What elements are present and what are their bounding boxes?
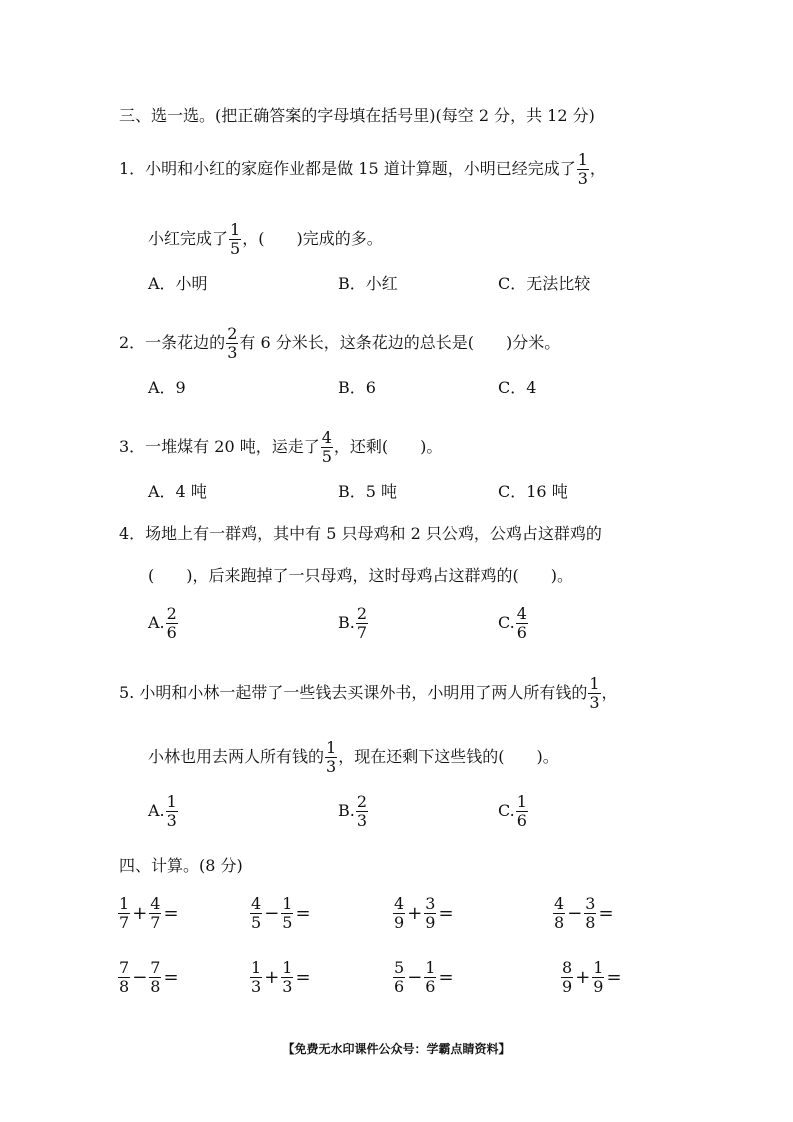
- frac-num: 1: [593, 958, 604, 977]
- calc-frac-b: [281, 960, 293, 995]
- calc-frac-b: [149, 896, 161, 931]
- q4-c-den: 6: [516, 623, 527, 642]
- q2-frac-num: 2: [227, 324, 238, 343]
- calc-item: [560, 960, 623, 995]
- calc-frac-a: [393, 960, 405, 995]
- frac-num: 7: [150, 958, 161, 977]
- frac-den: 9: [394, 913, 405, 932]
- calc-equals: =: [295, 902, 311, 924]
- calc-operator: −: [407, 966, 423, 988]
- q2-fraction: [226, 326, 238, 361]
- frac-num: 5: [394, 958, 405, 977]
- frac-num: 1: [425, 958, 436, 977]
- calc-frac-a: [250, 960, 262, 995]
- q3-frac-den: 5: [321, 447, 332, 466]
- q4-option-c: [498, 606, 529, 641]
- frac-den: 8: [554, 913, 565, 932]
- question-5-line-1: [119, 676, 618, 711]
- frac-num: 1: [282, 958, 293, 977]
- q2-option-a: A．9: [148, 378, 186, 397]
- calc-operator: +: [264, 966, 280, 988]
- question-4-line-1: 4．场地上有一群鸡，其中有 5 只母鸡和 2 只公鸡，公鸡占这群鸡的: [119, 524, 602, 543]
- q4-option-b-fraction: [356, 606, 368, 641]
- frac-num: 1: [282, 894, 293, 913]
- q5-fraction-2: [325, 740, 337, 775]
- frac-num: 4: [251, 894, 262, 913]
- q2-option-b: B．6: [338, 378, 376, 397]
- calc-item: [117, 896, 180, 931]
- q5-frac1-den: 3: [589, 693, 600, 712]
- calc-frac-b: [424, 960, 436, 995]
- calc-item: [392, 960, 455, 995]
- frac-den: 7: [119, 913, 130, 932]
- calc-operator: +: [132, 902, 148, 924]
- calc-equals: =: [163, 902, 179, 924]
- q2-text-a: 2．一条花边的: [119, 333, 226, 352]
- frac-num: 1: [119, 894, 130, 913]
- q2-option-c: C．4: [498, 378, 537, 397]
- section3-title: 三、选一选。(把正确答案的字母填在括号里)(每空 2 分，共 12 分): [119, 106, 595, 125]
- calc-item: [249, 896, 312, 931]
- q4-option-b: [338, 606, 369, 641]
- q3-option-a: A．4 吨: [148, 482, 207, 501]
- calc-frac-a: [250, 896, 262, 931]
- section4-title: 四、计算。(8 分): [119, 856, 243, 875]
- question-1-line-2: [148, 222, 383, 257]
- frac-den: 5: [251, 913, 262, 932]
- q1-frac2-num: 1: [230, 220, 241, 239]
- q5-option-b-label: B.: [338, 801, 355, 820]
- calc-equals: =: [295, 966, 311, 988]
- q5-option-c: [498, 794, 529, 829]
- q4-option-c-label: C.: [498, 613, 515, 632]
- frac-num: 4: [554, 894, 565, 913]
- calc-frac-a: [118, 960, 130, 995]
- frac-den: 5: [282, 913, 293, 932]
- calc-frac-b: [592, 960, 604, 995]
- q5-option-b-fraction: [356, 794, 368, 829]
- frac-num: 4: [394, 894, 405, 913]
- q3-fraction: [321, 430, 333, 465]
- q5-a-den: 3: [166, 811, 177, 830]
- calc-frac-b: [424, 896, 436, 931]
- footer-notice: 【免费无水印课件公众号：学霸点睛资料】: [282, 1042, 511, 1056]
- calc-frac-a: [553, 896, 565, 931]
- q5-option-b: [338, 794, 369, 829]
- q1-frac1-num: 1: [577, 150, 588, 169]
- q4-a-den: 6: [166, 623, 177, 642]
- frac-num: 3: [585, 894, 596, 913]
- q5-option-c-label: C.: [498, 801, 515, 820]
- calc-equals: =: [438, 902, 454, 924]
- q3-text-a: 3．一堆煤有 20 吨，运走了: [119, 437, 320, 456]
- calc-item: [552, 896, 615, 931]
- q1-text-b: ，: [589, 159, 606, 178]
- question-5-line-2: [148, 740, 559, 775]
- q4-option-a-fraction: [166, 606, 178, 641]
- q1-option-a: A．小明: [148, 274, 208, 293]
- q5-a-num: 1: [166, 792, 177, 811]
- frac-den: 8: [150, 977, 161, 996]
- q5-text-a: 5. 小明和小林一起带了一些钱去买课外书，小明用了两人所有钱的: [119, 683, 588, 702]
- q5-line2-b: ，现在还剩下这些钱的( )。: [338, 747, 559, 766]
- q4-a-num: 2: [166, 604, 177, 623]
- calc-operator: −: [132, 966, 148, 988]
- q1-text-a: 1．小明和小红的家庭作业都是做 15 道计算题，小明已经完成了: [119, 159, 576, 178]
- frac-num: 7: [119, 958, 130, 977]
- calc-equals: =: [606, 966, 622, 988]
- q2-text-b: 有 6 分米长，这条花边的总长是( )分米。: [239, 333, 561, 352]
- frac-num: 4: [150, 894, 161, 913]
- q1-option-c: C．无法比较: [498, 274, 591, 293]
- calc-operator: +: [407, 902, 423, 924]
- q4-option-a: [148, 606, 179, 641]
- q3-frac-num: 4: [321, 428, 332, 447]
- q5-b-num: 2: [356, 792, 368, 811]
- calc-item: [249, 960, 312, 995]
- frac-den: 7: [150, 913, 161, 932]
- frac-den: 3: [251, 977, 262, 996]
- q1-frac1-den: 3: [577, 169, 588, 188]
- q3-option-c: C．16 吨: [498, 482, 568, 501]
- frac-den: 3: [282, 977, 293, 996]
- q4-option-b-label: B.: [338, 613, 355, 632]
- q2-frac-den: 3: [227, 343, 238, 362]
- q1-option-b: B．小红: [338, 274, 398, 293]
- frac-den: 6: [394, 977, 405, 996]
- calc-operator: +: [575, 966, 591, 988]
- q5-b-den: 3: [356, 811, 368, 830]
- q5-frac2-den: 3: [326, 757, 337, 776]
- q3-option-b: B．5 吨: [338, 482, 398, 501]
- question-1-line-1: [119, 152, 606, 187]
- q5-frac2-num: 1: [326, 738, 337, 757]
- calc-frac-b: [149, 960, 161, 995]
- calc-item: [392, 896, 455, 931]
- frac-num: 3: [425, 894, 436, 913]
- frac-den: 9: [425, 913, 436, 932]
- q5-option-a-label: A.: [148, 801, 165, 820]
- q5-option-a-fraction: [166, 794, 178, 829]
- frac-den: 8: [119, 977, 130, 996]
- q4-b-num: 2: [356, 604, 368, 623]
- q5-option-c-fraction: [516, 794, 528, 829]
- calc-equals: =: [163, 966, 179, 988]
- calc-frac-a: [393, 896, 405, 931]
- q5-frac1-num: 1: [589, 674, 600, 693]
- q1-fraction-1: [577, 152, 589, 187]
- frac-den: 8: [585, 913, 596, 932]
- q4-c-num: 4: [516, 604, 527, 623]
- q1-fraction-2: [229, 222, 241, 257]
- q4-option-c-fraction: [516, 606, 528, 641]
- frac-den: 9: [593, 977, 604, 996]
- question-3: [119, 430, 442, 465]
- calc-frac-b: [281, 896, 293, 931]
- frac-num: 8: [562, 958, 573, 977]
- calc-frac-a: [118, 896, 130, 931]
- calc-operator: −: [567, 902, 583, 924]
- q4-option-a-label: A.: [148, 613, 165, 632]
- frac-num: 1: [251, 958, 262, 977]
- q1-line2-a: 小红完成了: [148, 229, 229, 248]
- q5-c-den: 6: [516, 811, 527, 830]
- calc-operator: −: [264, 902, 280, 924]
- q5-line2-a: 小林也用去两人所有钱的: [148, 747, 325, 766]
- question-4-line-2: ( )，后来跑掉了一只母鸡，这时母鸡占这群鸡的( )。: [148, 566, 573, 585]
- frac-den: 6: [425, 977, 436, 996]
- frac-den: 9: [562, 977, 573, 996]
- question-2: [119, 326, 560, 361]
- q1-frac2-den: 5: [230, 239, 241, 258]
- calc-frac-b: [584, 896, 596, 931]
- calc-item: [117, 960, 180, 995]
- q3-text-b: ，还剩( )。: [333, 437, 443, 456]
- q5-option-a: [148, 794, 179, 829]
- q5-text-b: ，: [601, 683, 618, 702]
- q1-line2-b: ，( )完成的多。: [242, 229, 383, 248]
- calc-equals: =: [438, 966, 454, 988]
- calc-equals: =: [598, 902, 614, 924]
- calc-frac-a: [561, 960, 573, 995]
- q5-fraction-1: [588, 676, 600, 711]
- q4-b-den: 7: [356, 623, 368, 642]
- q5-c-num: 1: [516, 792, 527, 811]
